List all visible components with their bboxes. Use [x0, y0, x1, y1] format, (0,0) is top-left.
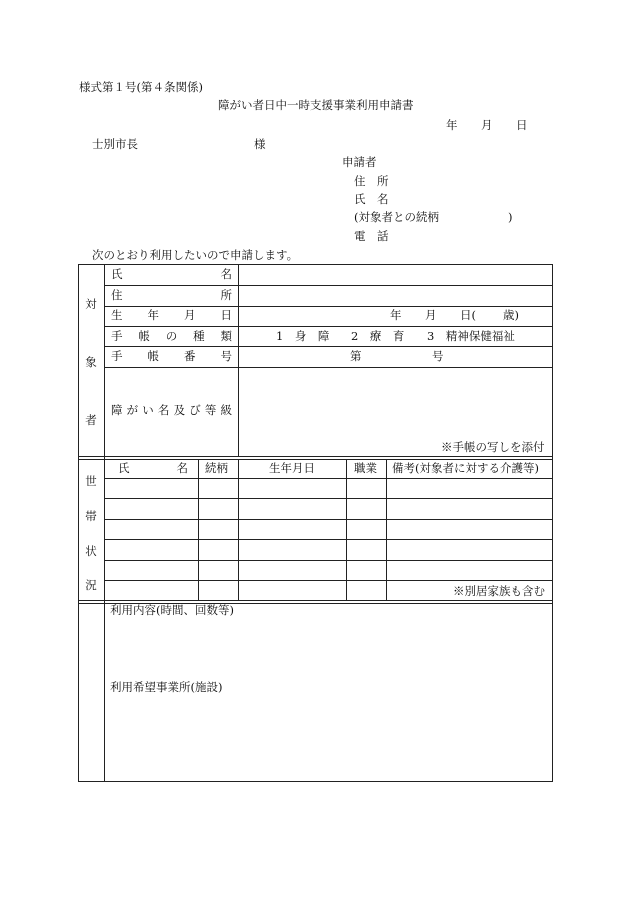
side-label-household-1: 世	[85, 474, 97, 488]
row-label-address-1: 住	[111, 288, 123, 302]
side-label-subject-3: 者	[85, 413, 97, 427]
row-line	[104, 285, 553, 286]
household-col-relation: 続柄	[205, 461, 228, 475]
applicant-relation-label: (対象者との続柄 )	[354, 210, 513, 224]
row-line	[104, 326, 553, 327]
row-line	[104, 580, 553, 581]
date-month: 月	[481, 118, 493, 132]
dob-month: 月	[425, 308, 437, 322]
row-label-hn-2: 帳	[147, 349, 159, 363]
household-col-occupation: 職業	[354, 461, 377, 475]
row-label-dis-5: 及	[173, 403, 186, 417]
applicant-phone-label: 電 話	[354, 229, 389, 243]
date-day: 日	[516, 118, 528, 132]
row-label-dob-1: 生	[111, 308, 123, 322]
row-label-ht-4: 種	[193, 329, 205, 343]
dob-age: 歳)	[503, 308, 519, 322]
household-col-notes: 備考(対象者に対する介護等)	[392, 461, 539, 475]
row-label-dis-8: 級	[220, 403, 232, 417]
dob-day: 日(	[460, 308, 476, 322]
row-line	[104, 306, 553, 307]
row-label-ht-1: 手	[111, 329, 123, 343]
row-label-dis-4: 名	[157, 403, 170, 417]
side-column-line	[104, 264, 105, 782]
dob-year: 年	[390, 308, 402, 322]
handbook-option-1: 1 身 障	[276, 329, 330, 343]
applicant-heading: 申請者	[342, 155, 377, 169]
side-label-household-4: 況	[85, 578, 97, 592]
addressee-name: 士別市長	[92, 137, 138, 151]
applicant-address-label: 住 所	[354, 174, 389, 188]
applicant-name-label: 氏 名	[354, 192, 389, 206]
row-label-dob	[111, 310, 232, 322]
form-title: 障がい者日中一時支援事業利用申請書	[218, 98, 414, 112]
col-line	[346, 459, 347, 600]
handbook-number-suffix: 号	[432, 349, 444, 363]
row-line	[104, 560, 553, 561]
row-label-ht-5: 類	[220, 329, 232, 343]
row-label-address-2: 所	[220, 288, 232, 302]
row-label-disability	[111, 405, 232, 417]
row-label-dis-2: が	[126, 403, 139, 417]
row-label-hn-3: 番	[184, 349, 196, 363]
col-line	[198, 459, 199, 600]
side-label-household-3: 状	[85, 544, 97, 558]
row-label-ht-2: 帳	[138, 329, 150, 343]
household-col-dob: 生年月日	[269, 461, 315, 475]
usage-content-label: 利用内容(時間、回数等)	[110, 603, 234, 617]
row-label-dis-6: び	[189, 403, 201, 417]
row-label-address	[111, 290, 232, 302]
row-line	[104, 478, 553, 479]
row-line	[104, 498, 553, 499]
attach-note: ※手帳の写しを添付	[441, 440, 545, 454]
row-line	[104, 519, 553, 520]
side-label-household-2: 帯	[85, 509, 97, 523]
row-label-dob-2: 年	[147, 308, 159, 322]
row-line	[104, 346, 553, 347]
household-col-name-2: 名	[176, 461, 188, 475]
usage-facility-label: 利用希望事業所(施設)	[110, 680, 223, 694]
col-line	[238, 459, 239, 600]
date-year: 年	[446, 118, 458, 132]
row-label-handbook-type	[111, 331, 232, 343]
row-label-hn-1: 手	[111, 349, 123, 363]
row-line	[104, 367, 553, 368]
household-col-name	[118, 463, 188, 475]
row-label-name-1: 氏	[111, 267, 123, 281]
handbook-option-2: 2 療 育	[351, 329, 405, 343]
row-label-dob-4: 日	[220, 308, 232, 322]
row-label-dob-3: 月	[184, 308, 196, 322]
row-label-dis-7: 等	[204, 403, 217, 417]
side-label-subject-1: 対	[85, 297, 97, 311]
row-line	[104, 539, 553, 540]
row-label-name	[111, 269, 232, 281]
handbook-number-prefix: 第	[350, 349, 362, 363]
row-label-name-2: 名	[220, 267, 232, 281]
side-label-subject-2: 象	[85, 355, 97, 369]
row-label-ht-3: の	[165, 329, 178, 343]
intro-text: 次のとおり利用したいので申請します。	[92, 248, 299, 262]
household-col-name-1: 氏	[118, 461, 130, 475]
row-label-dis-3: い	[142, 403, 154, 417]
addressee-honorific: 様	[254, 137, 266, 151]
col-line	[386, 459, 387, 600]
form-number: 様式第１号(第４条関係)	[79, 80, 203, 94]
label-column-line	[238, 264, 239, 456]
row-label-handbook-number	[111, 351, 232, 363]
household-note: ※別居家族も含む	[453, 584, 545, 598]
row-label-hn-4: 号	[220, 349, 232, 363]
handbook-option-3: 3 精神保健福祉	[427, 329, 515, 343]
row-label-dis-1: 障	[111, 403, 123, 417]
section-divider-household	[78, 456, 553, 460]
